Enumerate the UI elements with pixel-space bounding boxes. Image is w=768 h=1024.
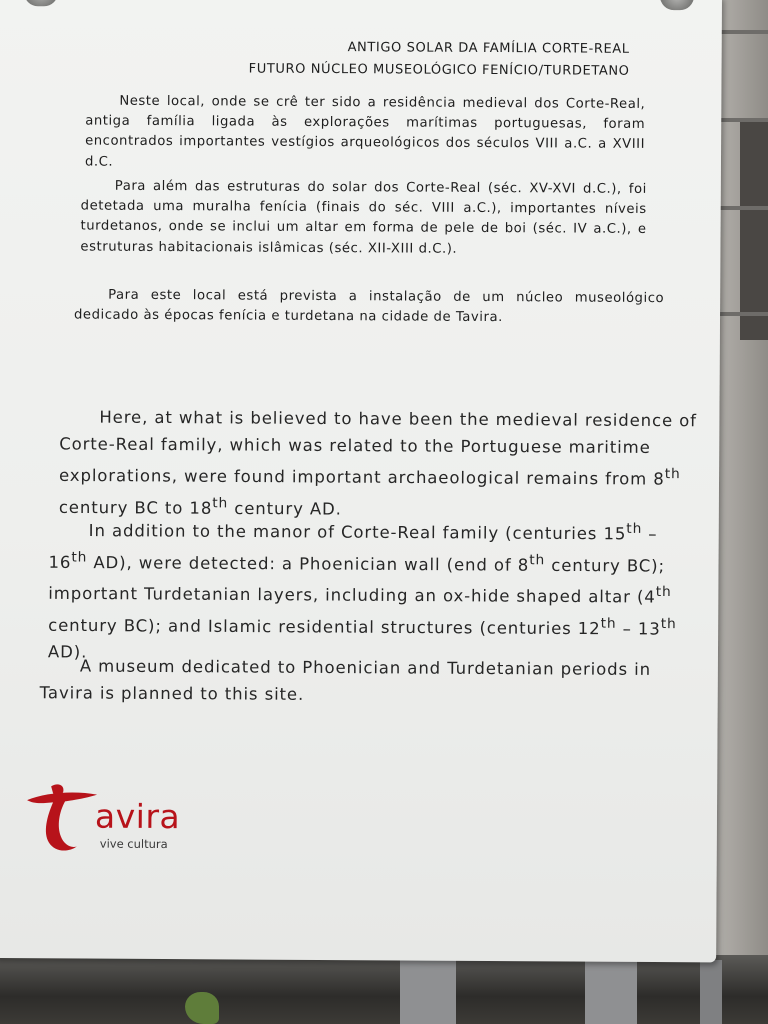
logo-wordmark: avira (94, 796, 181, 837)
railing-bar (715, 118, 768, 122)
metal-post (400, 960, 456, 1024)
portuguese-paragraph-2: Para além das estruturas do solar dos Corte-Real (séc. XV-XVI d.C.), foi detetada uma muralha fenícia (finais do séc. VIII a.C.), importantes níveis turdetanos, onde se inclui um altar em forma de pele de boi (séc. IV a.C.), e estruturas habitacionais islâmicas (séc. XII-XIII d.C.). (80, 178, 647, 257)
english-text: century BC); and Islamic residential structures (centuries 12 (48, 615, 601, 638)
ordinal-suffix: th (212, 494, 229, 511)
logo-tagline: vive cultura (99, 836, 168, 852)
railing-bar (715, 206, 768, 210)
english-text: – 13 (616, 618, 661, 639)
english-text: A museum dedicated to Phoenician and Turdetanian periods in Tavira is planned to this site. (39, 656, 652, 704)
english-text: century BC); important Turdetanian layers, including an ox-hide shaped altar (4 (48, 555, 666, 607)
ordinal-suffix: th (71, 548, 88, 566)
english-paragraph-1 (59, 403, 700, 524)
english-text: In addition to the manor of Corte-Real family (centuries 15 (88, 521, 627, 544)
ordinal-suffix: th (655, 584, 672, 601)
background-window (740, 120, 768, 340)
plant-leaves (185, 992, 219, 1024)
metal-post (700, 960, 722, 1024)
ordinal-suffix: th (626, 520, 643, 537)
metal-post (585, 960, 637, 1024)
english-paragraph-3 (40, 652, 710, 710)
english-text: century BC to 18 (58, 497, 213, 518)
english-text: AD). (47, 642, 88, 662)
english-text: – 16 (48, 524, 658, 572)
mounting-bolt (24, 0, 58, 6)
english-text: AD), were detected: a Phoenician wall (end of 8 (87, 552, 530, 575)
tavira-logo (25, 782, 185, 853)
portuguese-paragraph-1: Neste local, onde se crê ter sido a residência medieval dos Corte-Real, antiga família ligada às explorações marítimas portuguesas, foram encontrados importantes vestígios arqueológicos dos séculos VIII a.C. a XVIII d.C. (84, 93, 646, 170)
ordinal-suffix: th (660, 615, 677, 632)
english-paragraph-2 (48, 512, 699, 669)
tavira-cross-icon (25, 782, 105, 854)
english-text: Here, at what is believed to have been the medieval residence of Corte-Real family, which was related to the Portuguese maritime explorations, were found important archaeological remains from 8 (58, 407, 697, 489)
ordinal-suffix: th (664, 466, 681, 483)
mounting-bolt (660, 0, 694, 10)
background-street (0, 955, 768, 1024)
english-text: century AD. (228, 498, 342, 519)
railing-bar (715, 312, 768, 316)
ordinal-suffix: th (600, 615, 617, 632)
portuguese-paragraph-3: Para este local está prevista a instalação de um núcleo museológico dedicado às épocas fenícia e turdetana na cidade de Tavira. (73, 287, 665, 326)
ordinal-suffix: th (529, 551, 546, 568)
railing-bar (715, 30, 768, 34)
sign-title-line-2: FUTURO NÚCLEO MUSEOLÓGICO FENÍCIO/TURDETANO (248, 61, 630, 79)
sign-title-line-1: ANTIGO SOLAR DA FAMÍLIA CORTE-REAL (347, 40, 630, 57)
